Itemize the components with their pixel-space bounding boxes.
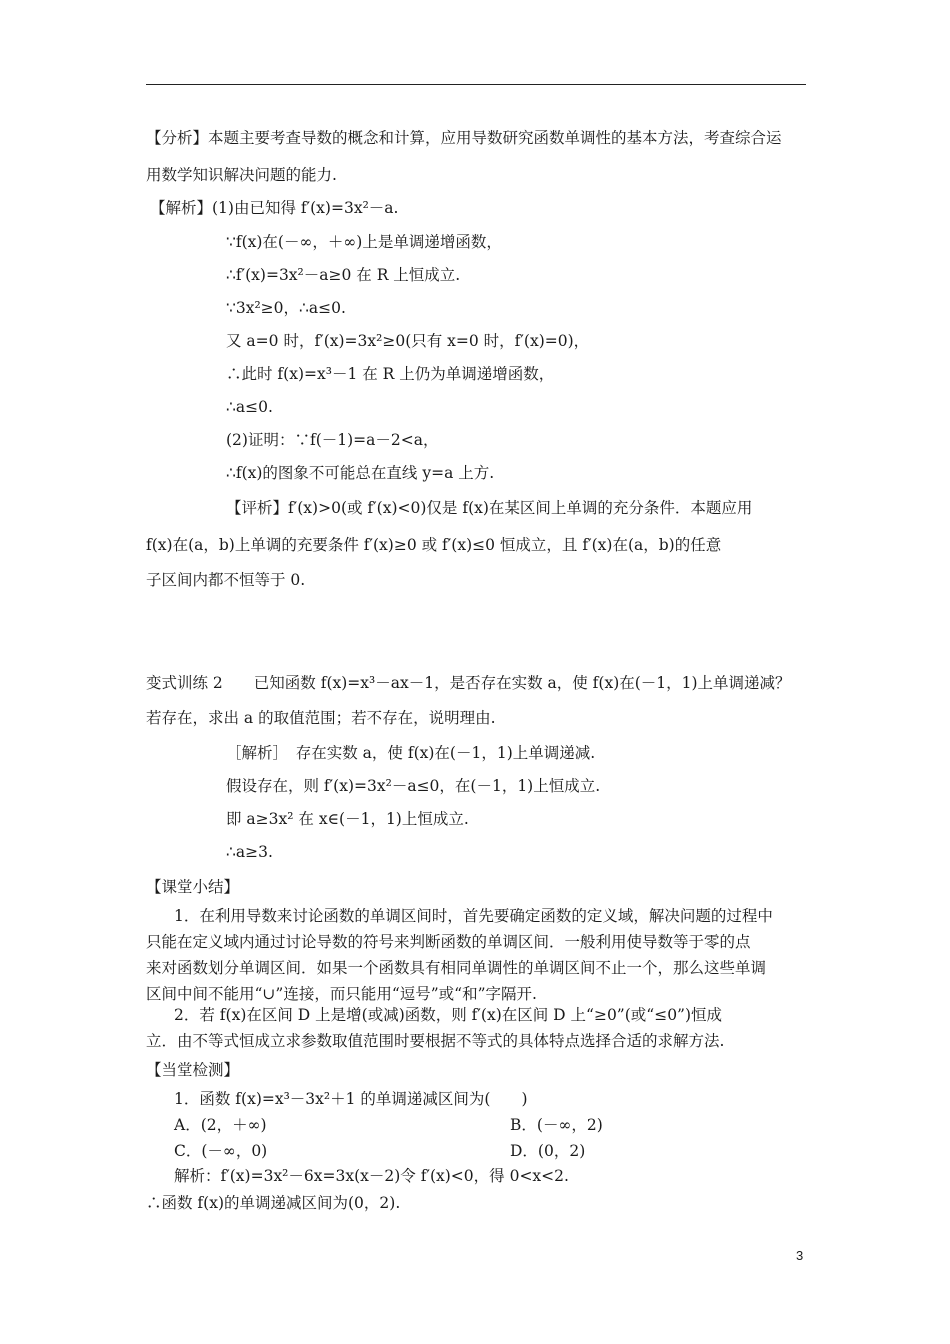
option-d: D．(0，2) <box>510 1142 586 1160</box>
text-line: 若存在，求出 a 的取值范围；若不存在，说明理由. <box>146 709 496 727</box>
option-b: B．(－∞，2) <box>510 1116 603 1134</box>
text-line: ∴此时 f(x)=x³－1 在 R 上仍为单调递增函数， <box>226 365 555 383</box>
text-line: 【分析】本题主要考查导数的概念和计算，应用导数研究函数单调性的基本方法，考查综合运 <box>146 129 782 147</box>
text-line: 假设存在，则 f′(x)=3x²－a≤0，在(－1，1)上恒成立. <box>226 777 601 795</box>
text-line: ∴a≥3. <box>226 843 273 861</box>
text-line: 2．若 f(x)在区间 D 上是增(或减)函数，则 f′(x)在区间 D 上“≥0”(或“≤0”)恒成 <box>174 1006 723 1024</box>
section-heading: 【课堂小结】 <box>146 878 240 896</box>
text-line: 来对函数划分单调区间．如果一个函数具有相同单调性的单调区间不止一个，那么这些单调 <box>146 959 767 977</box>
text-line: ［解析］ 存在实数 a，使 f(x)在(－1，1)上单调递减. <box>226 744 596 762</box>
text-line: 解析：f′(x)=3x²－6x=3x(x－2)令 f′(x)<0，得 0<x<2. <box>174 1167 569 1185</box>
text-line: ∵f(x)在(－∞，＋∞)上是单调递增函数， <box>226 233 502 251</box>
question: 1．函数 f(x)=x³－3x²＋1 的单调递减区间为( ) <box>174 1090 528 1108</box>
text-line: 又 a=0 时，f′(x)=3x²≥0(只有 x=0 时，f′(x)=0)， <box>226 332 590 350</box>
page-number: 3 <box>796 1248 804 1263</box>
option-a: A．(2，＋∞) <box>174 1116 267 1134</box>
text-line: 只能在定义域内通过讨论导数的符号来判断函数的单调区间．一般利用使导数等于零的点 <box>146 933 751 951</box>
header-rule <box>146 84 806 85</box>
text-line: ∴f′(x)=3x²－a≥0 在 R 上恒成立. <box>226 266 461 284</box>
text-line: 子区间内都不恒等于 0. <box>146 571 306 589</box>
text-line: ∵3x²≥0，∴a≤0. <box>226 299 346 317</box>
text-line: 【解析】(1)由已知得 f′(x)=3x²－a. <box>150 199 399 217</box>
section-heading: 【当堂检测】 <box>146 1061 240 1079</box>
option-c: C．(－∞，0) <box>174 1142 268 1160</box>
text-line: 变式训练 2 已知函数 f(x)=x³－ax－1，是否存在实数 a，使 f(x)在(－1，1)上单调递减？ <box>146 674 791 692</box>
text-line: ∴函数 f(x)的单调递减区间为(0，2). <box>146 1194 401 1212</box>
text-line: 立．由不等式恒成立求参数取值范围时要根据不等式的具体特点选择合适的求解方法. <box>146 1032 725 1050</box>
text-line: 用数学知识解决问题的能力. <box>146 166 337 184</box>
text-line: 区间中间不能用“∪”连接，而只能用“逗号”或“和”字隔开. <box>146 985 537 1003</box>
text-line: ∴a≤0. <box>226 398 273 416</box>
text-line: 即 a≥3x² 在 x∈(－1，1)上恒成立. <box>226 810 469 828</box>
text-line: f(x)在(a，b)上单调的充要条件 f′(x)≥0 或 f′(x)≤0 恒成立，且 f′(x)在(a，b)的任意 <box>146 536 722 554</box>
text-line: (2)证明：∵f(－1)=a－2<a， <box>226 431 439 449</box>
text-line: 【评析】f′(x)>0(或 f′(x)<0)仅是 f(x)在某区间上单调的充分条件．本题应用 <box>226 499 753 517</box>
text-line: 1．在利用导数来讨论函数的单调区间时，首先要确定函数的定义域，解决问题的过程中 <box>174 907 773 925</box>
text-line: ∴f(x)的图象不可能总在直线 y=a 上方. <box>226 464 495 482</box>
